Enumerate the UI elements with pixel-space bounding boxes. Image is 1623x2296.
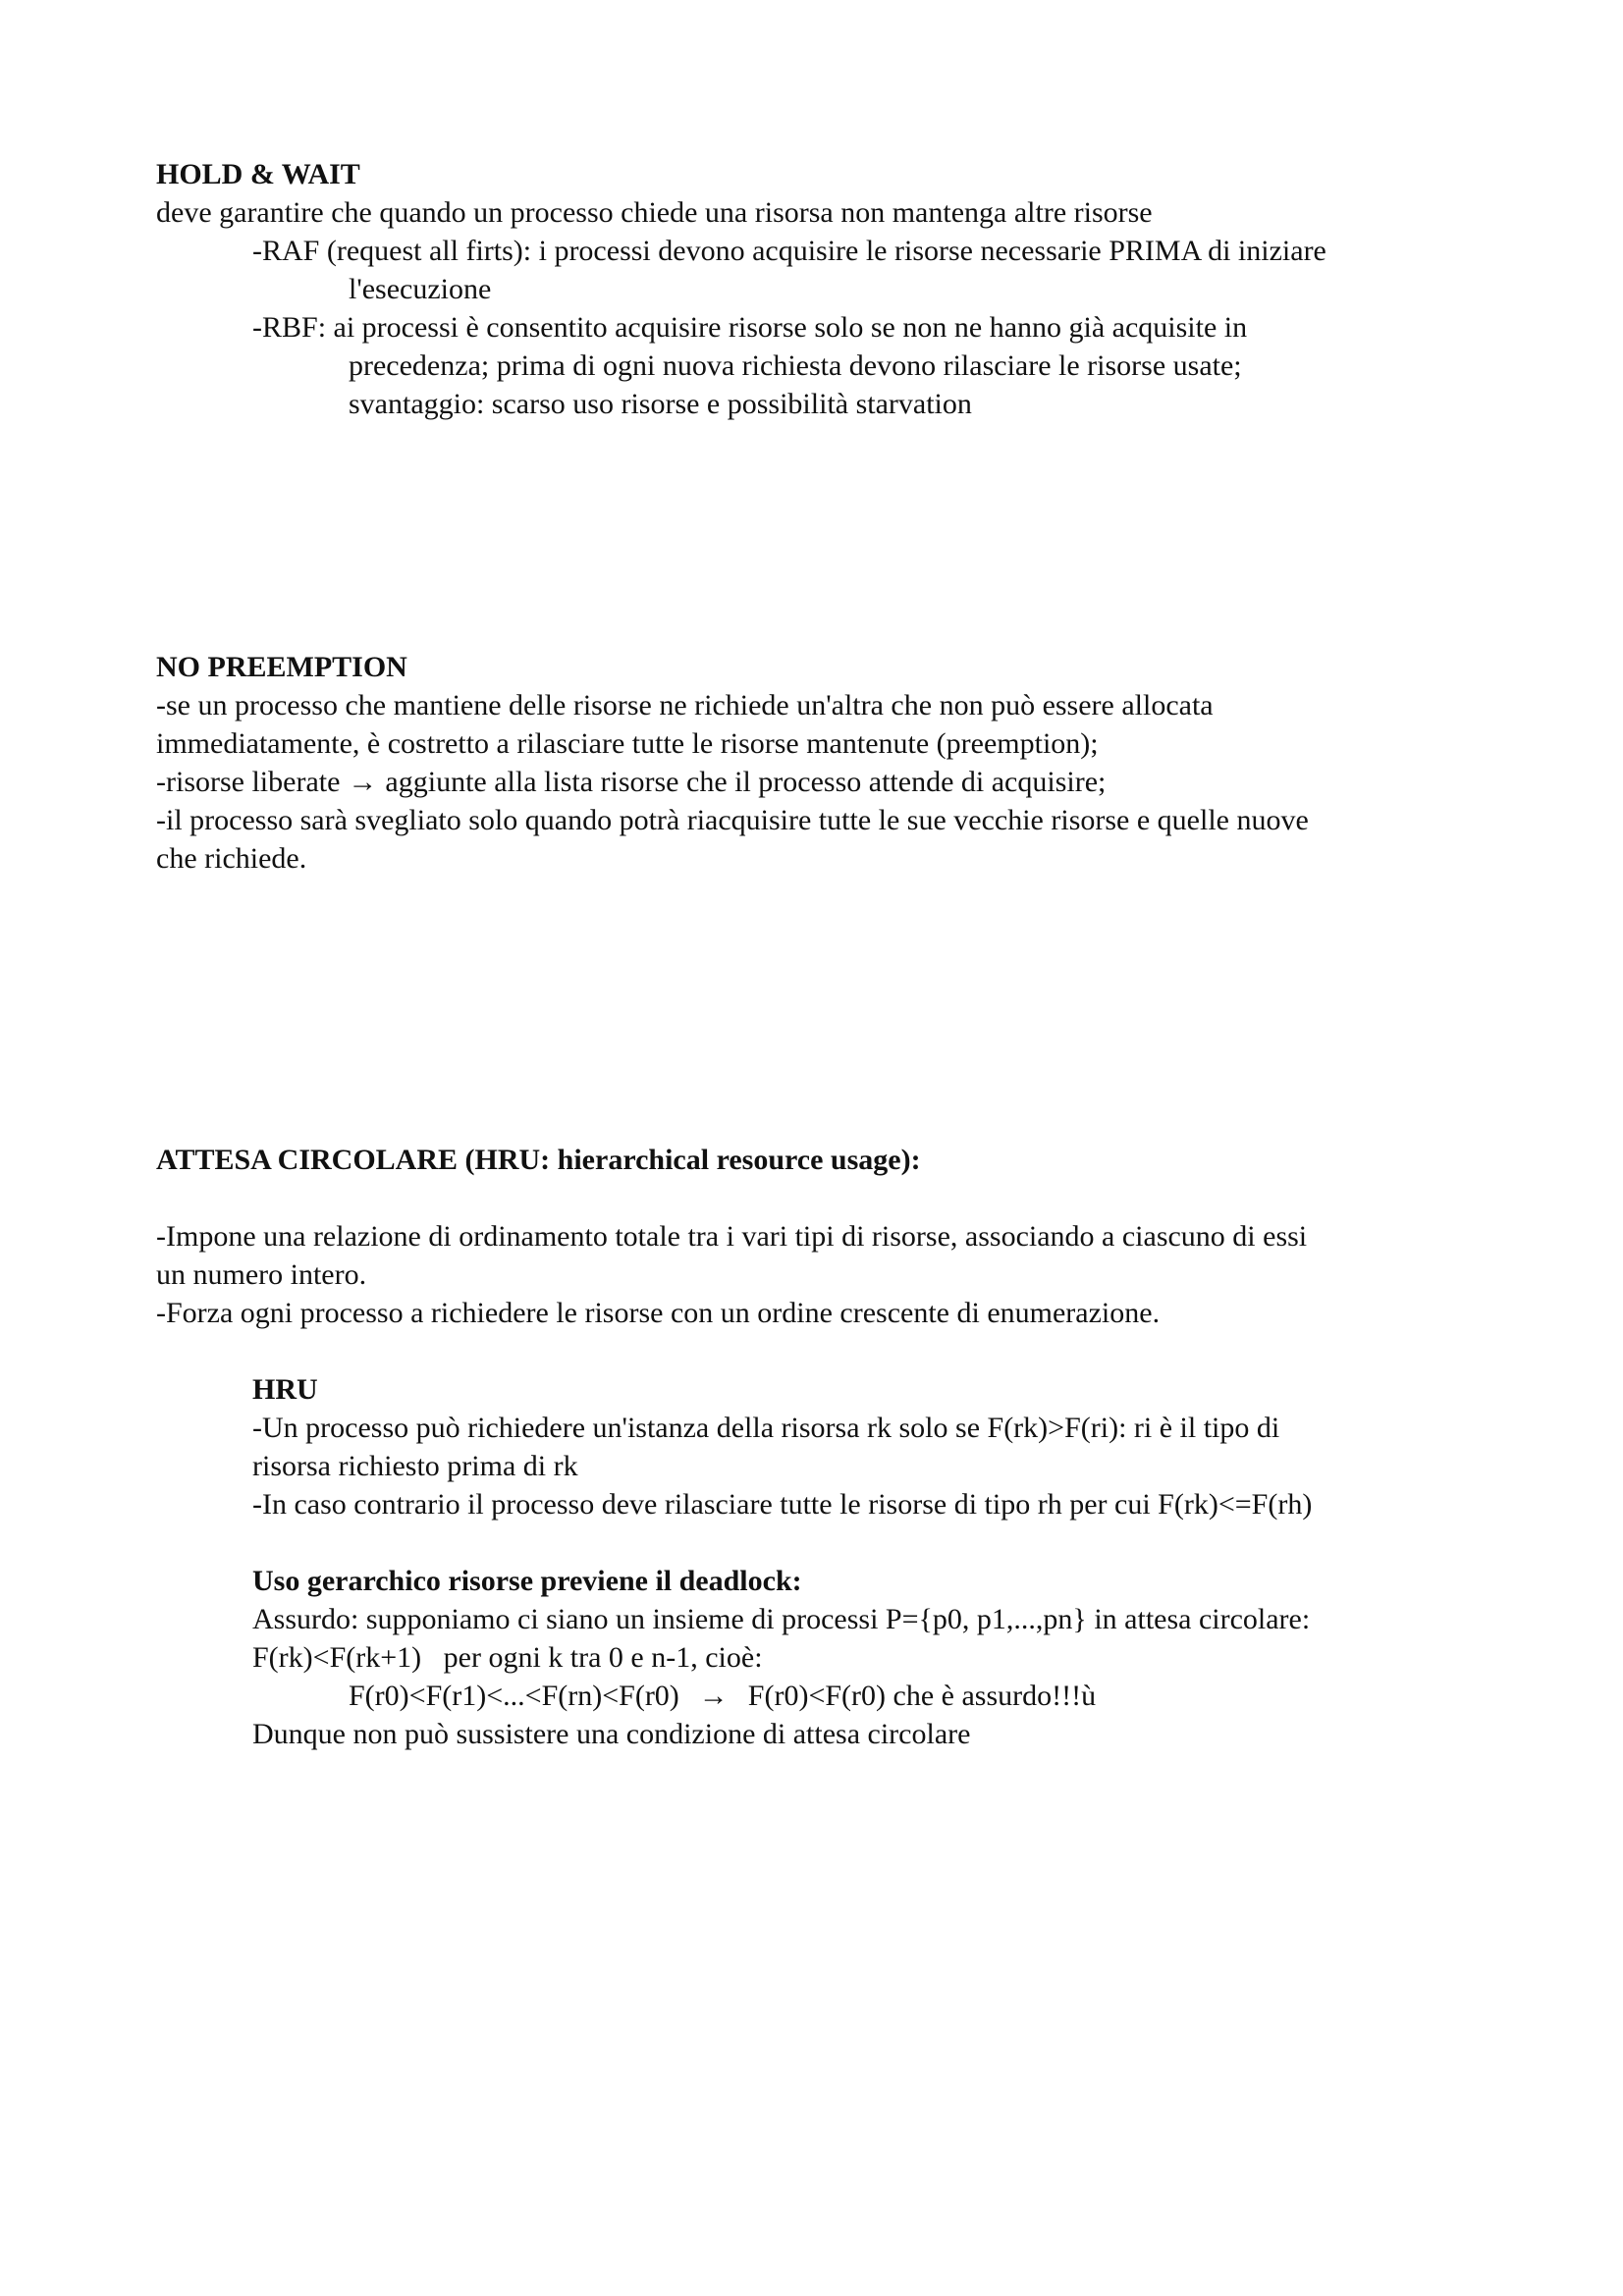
- text: F(r0)<F(r1)<...<F(rn)<F(r0): [349, 1680, 679, 1712]
- paragraph: Assurdo: supponiamo ci siano un insieme di processi P={p0, p1,...,pn} in attesa circolare:: [252, 1603, 1311, 1635]
- section-no-preemption: [156, 648, 1472, 878]
- paragraph: deve garantire che quando un processo chiede una risorsa non mantenga altre risorse: [156, 196, 1153, 229]
- arrow-right-icon: →: [348, 766, 378, 798]
- paragraph: F(rk)<F(rk+1) per ogni k tra 0 e n-1, cioè:: [252, 1641, 763, 1674]
- paragraph: -Forza ogni processo a richiedere le risorse con un ordine crescente di enumerazione.: [156, 1297, 1161, 1329]
- text: F(r0)<F(r0) che è assurdo!!!ù: [747, 1680, 1097, 1712]
- section-title: ATTESA CIRCOLARE (HRU: hierarchical resource usage):: [156, 1144, 921, 1176]
- section-hold-wait: [156, 155, 1472, 423]
- paragraph: -il processo sarà svegliato solo quando potrà riacquisire tutte le sue vecchie risorse e quelle nuove: [156, 804, 1309, 836]
- section-attesa-circolare: [156, 1141, 1472, 1753]
- list-item-raf: -RAF (request all firts): i processi devono acquisire le risorse necessarie PRIMA di iniziare: [252, 235, 1326, 267]
- paragraph: Dunque non può sussistere una condizione di attesa circolare: [252, 1718, 971, 1750]
- paragraph: un numero intero.: [156, 1258, 367, 1291]
- paragraph: -In caso contrario il processo deve rilasciare tutte le risorse di tipo rh per cui F(rk)<=F(rh): [252, 1488, 1313, 1521]
- paragraph: -Impone una relazione di ordinamento totale tra i vari tipi di risorse, associando a ciascuno di essi: [156, 1220, 1308, 1253]
- subsection-proof: [156, 1562, 1472, 1753]
- subsection-title: HRU: [252, 1373, 318, 1406]
- arrow-right-icon: →: [698, 1680, 729, 1712]
- section-title: NO PREEMPTION: [156, 651, 407, 683]
- paragraph: -se un processo che mantiene delle risorse ne richiede un'altra che non può essere allocata: [156, 689, 1214, 721]
- list-item-raf-continued: l'esecuzione: [349, 273, 492, 305]
- paragraph: immediatamente, è costretto a rilasciare tutte le risorse mantenute (preemption);: [156, 727, 1099, 760]
- list-item-rbf-continued: precedenza; prima di ogni nuova richiesta devono rilasciare le risorse usate;: [349, 349, 1242, 382]
- paragraph: che richiede.: [156, 842, 307, 875]
- list-item-rbf: -RBF: ai processi è consentito acquisire risorse solo se non ne hanno già acquisite in: [252, 311, 1248, 344]
- text: -risorse liberate: [156, 766, 341, 798]
- subsection-title: Uso gerarchico risorse previene il deadlock:: [252, 1565, 802, 1597]
- subsection-hru: [156, 1370, 1472, 1523]
- list-item-rbf-continued: svantaggio: scarso uso risorse e possibilità starvation: [349, 388, 972, 420]
- paragraph: -Un processo può richiedere un'istanza della risorsa rk solo se F(rk)>F(ri): ri è il tipo di: [252, 1412, 1280, 1444]
- formula: [156, 1677, 1472, 1715]
- paragraph: [156, 763, 1472, 801]
- text: aggiunte alla lista risorse che il processo attende di acquisire;: [385, 766, 1107, 798]
- paragraph: risorsa richiesto prima di rk: [252, 1450, 578, 1482]
- section-title: HOLD & WAIT: [156, 158, 360, 190]
